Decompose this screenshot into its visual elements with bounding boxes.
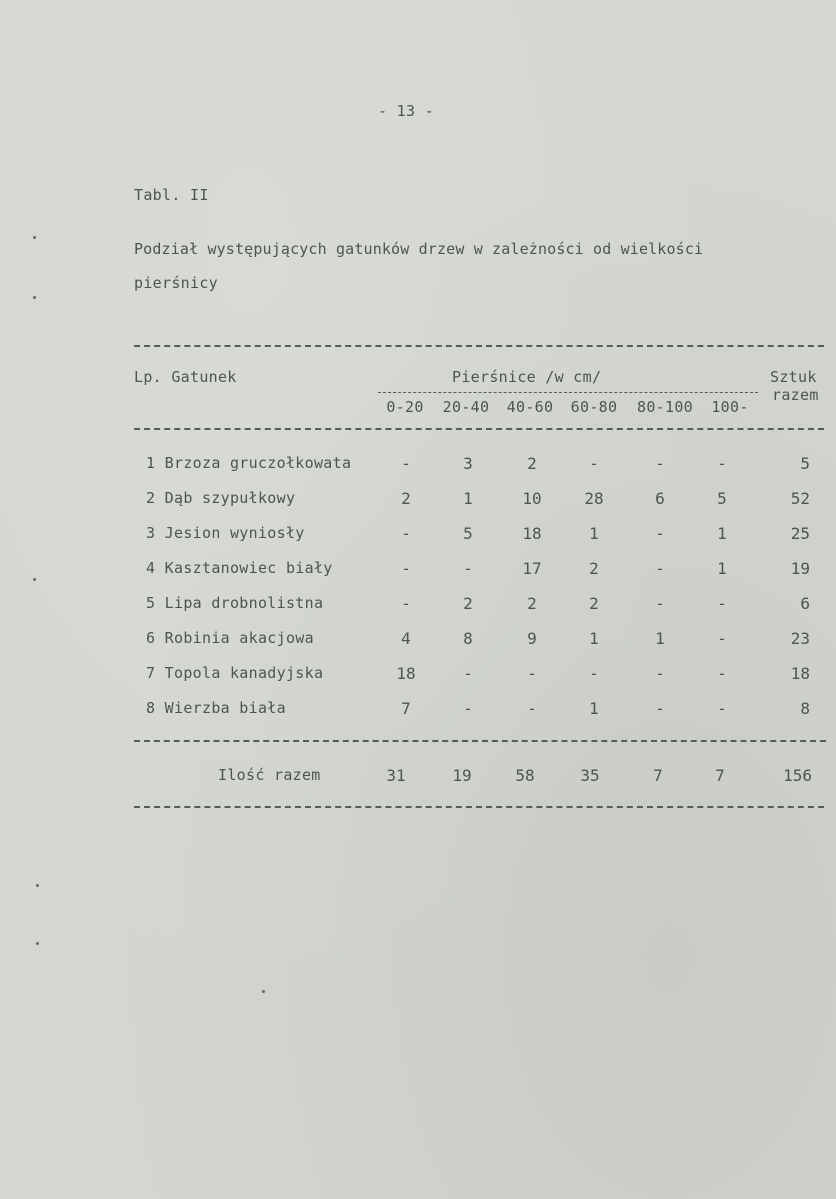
cell: 6 bbox=[655, 489, 665, 508]
cell: 18 bbox=[522, 524, 542, 543]
header-range: 40-60 bbox=[506, 398, 554, 416]
cell: 5 bbox=[717, 489, 727, 508]
cell: - bbox=[463, 699, 473, 718]
margin-speck bbox=[33, 578, 36, 581]
cell: 1 bbox=[717, 559, 727, 578]
cell: 1 bbox=[589, 699, 599, 718]
species-name: 7 Topola kanadyjska bbox=[146, 664, 324, 682]
table-caption-line1: Podział występujących gatunków drzew w zależności od wielkości bbox=[134, 240, 704, 258]
summary-label: Ilość razem bbox=[218, 766, 321, 784]
summary-total: 156 bbox=[783, 766, 812, 785]
cell: - bbox=[463, 664, 473, 683]
species-name: 6 Robinia akacjowa bbox=[146, 629, 314, 647]
cell: 17 bbox=[522, 559, 542, 578]
cell: 1 bbox=[717, 524, 727, 543]
species-name: 3 Jesion wyniosły bbox=[146, 524, 305, 542]
header-ranges-overline bbox=[378, 392, 758, 393]
cell: 18 bbox=[396, 664, 416, 683]
cell: - bbox=[589, 664, 599, 683]
row-total: 23 bbox=[790, 629, 810, 648]
cell: 1 bbox=[589, 524, 599, 543]
header-range: 80-100 bbox=[637, 398, 693, 416]
cell: 3 bbox=[463, 454, 473, 473]
cell: - bbox=[655, 594, 665, 613]
species-name: 8 Wierzba biała bbox=[146, 699, 286, 717]
species-name: 2 Dąb szypułkowy bbox=[146, 489, 296, 507]
cell: - bbox=[655, 454, 665, 473]
table-label: Tabl. II bbox=[134, 186, 209, 204]
cell: 2 bbox=[527, 594, 537, 613]
cell: - bbox=[717, 454, 727, 473]
header-piersnice: Pierśnice /w cm/ bbox=[452, 368, 602, 386]
cell: - bbox=[527, 699, 537, 718]
header-razem: razem bbox=[772, 386, 819, 404]
summary-cell: 19 bbox=[452, 766, 472, 785]
header-range: 0-20 bbox=[386, 398, 424, 416]
cell: - bbox=[717, 594, 727, 613]
margin-speck bbox=[36, 884, 39, 887]
margin-speck bbox=[36, 942, 39, 945]
header-range: 100- bbox=[711, 398, 749, 416]
summary-cell: 58 bbox=[515, 766, 535, 785]
cell: 7 bbox=[401, 699, 411, 718]
cell: 1 bbox=[589, 629, 599, 648]
cell: - bbox=[401, 454, 411, 473]
header-lp-gatunek: Lp. Gatunek bbox=[134, 368, 237, 386]
cell: - bbox=[401, 594, 411, 613]
header-bottom-rule bbox=[134, 428, 824, 430]
cell: - bbox=[463, 559, 473, 578]
cell: 8 bbox=[463, 629, 473, 648]
header-sztuk: Sztuk bbox=[770, 368, 817, 386]
summary-cell: 31 bbox=[386, 766, 406, 785]
cell: - bbox=[401, 559, 411, 578]
row-total: 5 bbox=[800, 454, 810, 473]
page-number: - 13 - bbox=[378, 102, 434, 120]
row-total: 8 bbox=[800, 699, 810, 718]
row-total: 18 bbox=[790, 664, 810, 683]
header-range: 60-80 bbox=[570, 398, 618, 416]
cell: 4 bbox=[401, 629, 411, 648]
row-total: 6 bbox=[800, 594, 810, 613]
cell: 10 bbox=[522, 489, 542, 508]
row-total: 19 bbox=[790, 559, 810, 578]
cell: 28 bbox=[584, 489, 604, 508]
species-name: 5 Lipa drobnolistna bbox=[146, 594, 324, 612]
summary-cell: 35 bbox=[580, 766, 600, 785]
margin-speck bbox=[33, 236, 36, 239]
cell: - bbox=[717, 699, 727, 718]
cell: 1 bbox=[655, 629, 665, 648]
cell: - bbox=[401, 524, 411, 543]
cell: - bbox=[589, 454, 599, 473]
cell: - bbox=[717, 664, 727, 683]
species-name: 1 Brzoza gruczołkowata bbox=[146, 454, 352, 472]
summary-top-rule bbox=[134, 740, 826, 742]
table-bottom-rule bbox=[134, 806, 824, 808]
cell: 2 bbox=[527, 454, 537, 473]
cell: 5 bbox=[463, 524, 473, 543]
summary-cell: 7 bbox=[715, 766, 725, 785]
cell: - bbox=[527, 664, 537, 683]
species-name: 4 Kasztanowiec biały bbox=[146, 559, 333, 577]
cell: - bbox=[717, 629, 727, 648]
margin-speck bbox=[33, 296, 36, 299]
cell: - bbox=[655, 524, 665, 543]
margin-speck bbox=[262, 990, 265, 993]
cell: 1 bbox=[463, 489, 473, 508]
cell: - bbox=[655, 664, 665, 683]
table-caption-line2: pierśnicy bbox=[134, 274, 218, 292]
header-range: 20-40 bbox=[442, 398, 490, 416]
cell: 2 bbox=[463, 594, 473, 613]
cell: 9 bbox=[527, 629, 537, 648]
cell: 2 bbox=[589, 559, 599, 578]
cell: 2 bbox=[401, 489, 411, 508]
summary-cell: 7 bbox=[653, 766, 663, 785]
cell: 2 bbox=[589, 594, 599, 613]
cell: - bbox=[655, 699, 665, 718]
cell: - bbox=[655, 559, 665, 578]
table-top-rule bbox=[134, 345, 824, 347]
row-total: 25 bbox=[790, 524, 810, 543]
row-total: 52 bbox=[790, 489, 810, 508]
